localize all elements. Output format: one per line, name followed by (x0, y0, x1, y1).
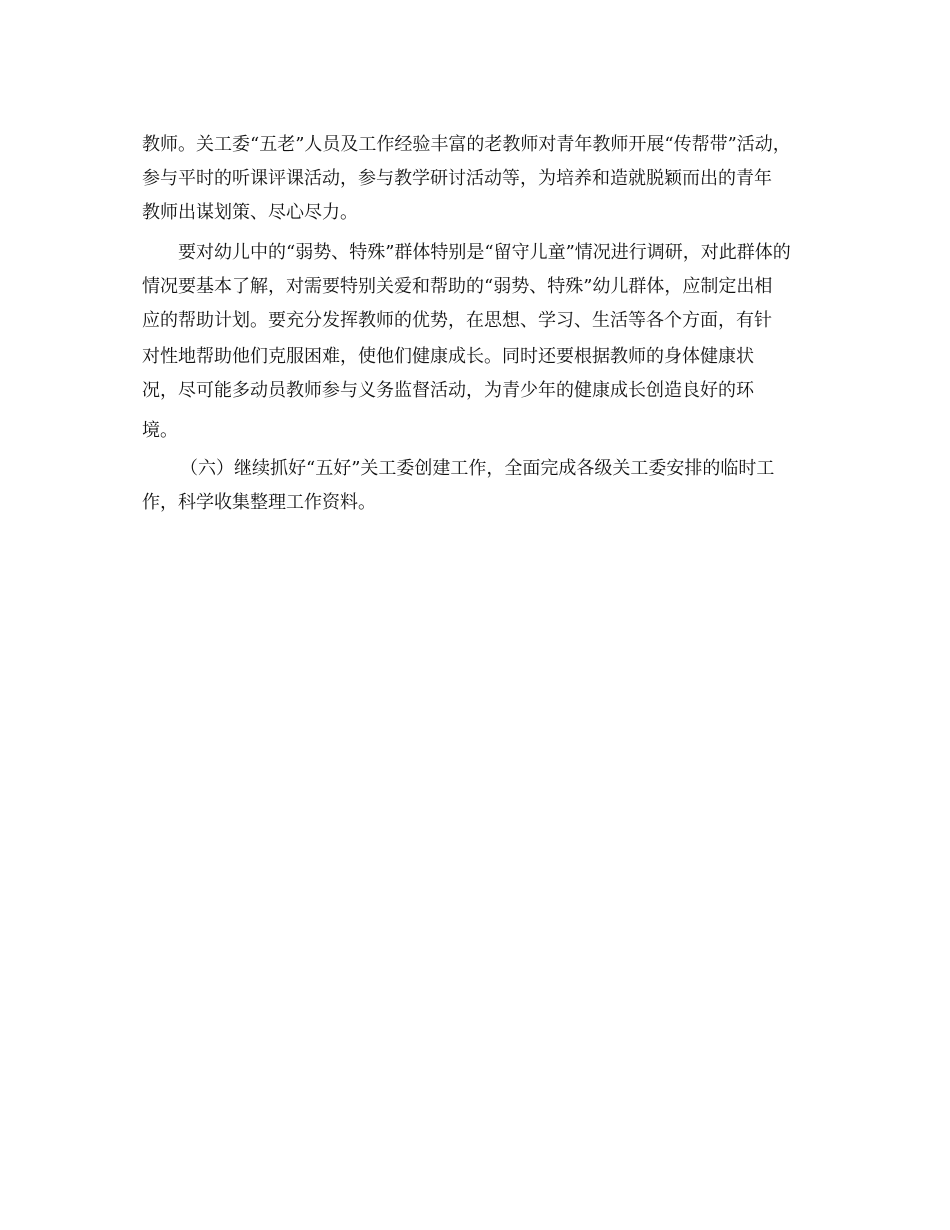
text-line: 教师出谋划策、尽心尽力。 (142, 202, 358, 223)
text-line: （六）继续抓好“五好”关工委创建工作，全面完成各级关工委安排的临时工 (180, 458, 775, 479)
text-line: 应的帮助计划。要充分发挥教师的优势，在思想、学习、生活等各个方面，有针 (142, 310, 772, 331)
text-line: 境。 (142, 420, 178, 441)
text-line: 况，尽可能多动员教师参与义务监督活动，为青少年的健康成长创造良好的环 (142, 380, 754, 401)
text-line: 要对幼儿中的“弱势、特殊”群体特别是“留守儿童”情况进行调研，对此群体的 (178, 242, 791, 263)
text-line: 对性地帮助他们克服困难，使他们健康成长。同时还要根据教师的身体健康状 (142, 346, 754, 367)
text-line: 教师。关工委“五老”人员及工作经验丰富的老教师对青年教师开展“传帮带”活动， (142, 134, 791, 155)
text-line: 作，科学收集整理工作资料。 (142, 492, 376, 513)
text-line: 情况要基本了解，对需要特别关爱和帮助的“弱势、特殊”幼儿群体，应制定出相 (142, 276, 773, 297)
text-line: 参与平时的听课评课活动，参与教学研讨活动等，为培养和造就脱颖而出的青年 (142, 168, 772, 189)
